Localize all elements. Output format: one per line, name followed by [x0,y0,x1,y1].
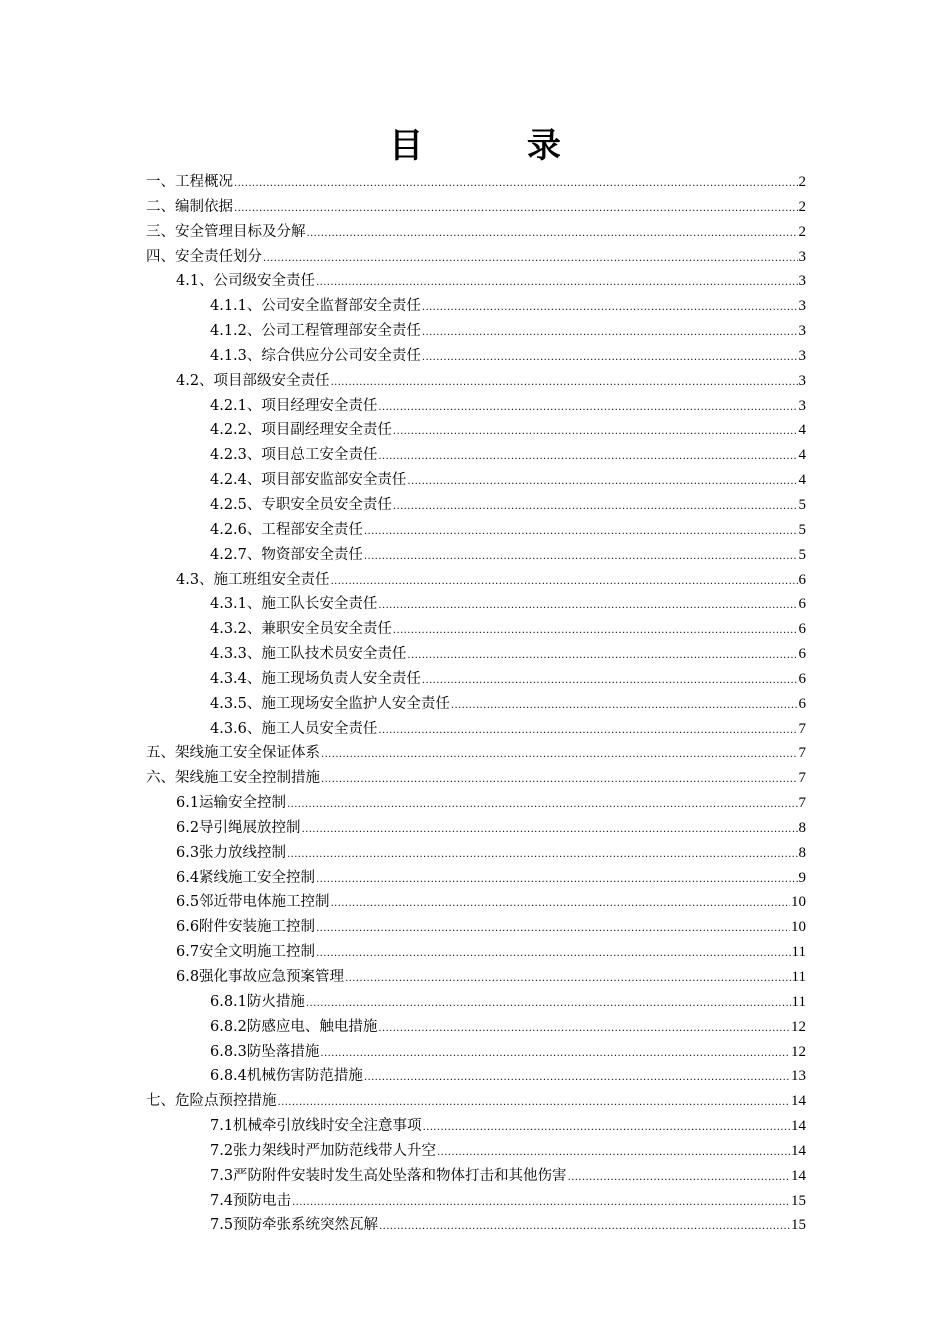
toc-entry-title: 7.4预防电击 [210,1192,292,1209]
toc-entry-title: 四、安全责任划分 [146,248,262,265]
dot-leader [316,917,790,942]
toc-entry[interactable] [146,518,806,543]
toc-entry-page-number: 5 [798,496,806,513]
toc-entry[interactable] [146,568,806,593]
toc-entry-title: 4.2.1、项目经理安全责任 [210,397,378,414]
toc-entry-title: 6.2导引绳展放控制 [176,819,301,836]
toc-entry[interactable] [146,319,806,344]
dot-leader [378,1017,790,1042]
toc-entry-page-number: 11 [791,969,806,985]
toc-entry-page-number: 3 [798,248,806,265]
toc-entry-page-number: 3 [798,323,806,340]
toc-entry-title: 4.2.4、项目部安监部安全责任 [210,472,407,489]
toc-entry-title: 6.6附件安装施工控制 [176,919,316,936]
dot-leader [451,694,798,719]
toc-entry-page-number: 2 [798,198,806,215]
toc-entry-title: 6.1运输安全控制 [176,795,287,812]
toc-entry[interactable] [146,294,806,319]
dot-leader [320,1042,790,1067]
table-of-contents [146,170,806,1238]
dot-leader [331,570,798,595]
dot-leader [422,296,798,321]
dot-leader [378,396,797,421]
toc-entry-title: 4.3.5、施工现场安全监护人安全责任 [210,695,450,712]
toc-entry-page-number: 6 [798,670,806,687]
toc-entry-page-number: 11 [791,993,806,1010]
toc-entry-page-number: 4 [798,472,806,489]
toc-entry[interactable] [146,890,806,915]
dot-leader [316,271,797,296]
toc-entry-page-number: 4 [798,447,806,464]
dot-leader [378,445,797,470]
toc-entry-page-number: 12 [791,1018,806,1035]
dot-leader [378,594,797,619]
toc-entry-page-number: 7 [798,795,806,812]
toc-entry-title: 7.5预防牵张系统突然瓦解 [210,1217,379,1234]
toc-entry-page-number: 3 [798,347,806,364]
toc-entry-page-number: 6 [798,646,806,663]
toc-entry[interactable] [146,915,806,940]
toc-entry-title: 一、工程概况 [146,174,233,190]
toc-entry-page-number: 14 [791,1142,806,1159]
dot-leader [422,346,798,371]
toc-entry-page-number: 12 [791,1043,806,1060]
toc-entry-title: 6.3张力放线控制 [176,844,287,861]
toc-entry-title: 4.2.7、物资部安全责任 [210,546,363,563]
dot-leader [568,1166,790,1191]
toc-entry-page-number: 6 [798,695,806,712]
dot-leader [422,669,798,694]
toc-entry[interactable] [146,717,806,742]
dot-leader [407,644,797,669]
toc-entry-page-number: 3 [798,273,806,290]
toc-entry-page-number: 6 [798,571,806,588]
toc-entry-title: 4.2、项目部级安全责任 [176,372,330,389]
toc-entry[interactable] [146,791,806,816]
page-title: 目 录 [389,126,607,166]
dot-leader [287,793,797,818]
dot-leader [263,247,798,272]
toc-entry-page-number: 6 [798,596,806,613]
toc-entry-title: 6.8.3防坠落措施 [210,1043,320,1060]
toc-entry-title: 4.2.5、专职安全员安全责任 [210,496,392,513]
toc-entry-title: 6.8强化事故应急预案管理 [176,969,345,985]
toc-entry-title: 二、编制依据 [146,198,233,215]
toc-entry[interactable] [146,369,806,394]
toc-entry-page-number: 7 [798,770,806,787]
toc-entry[interactable] [146,493,806,518]
toc-entry[interactable] [146,1064,806,1089]
dot-leader [331,371,798,396]
dot-leader [423,1116,790,1141]
toc-entry[interactable] [146,269,806,294]
toc-entry[interactable] [146,1213,806,1238]
toc-entry-page-number: 13 [791,1068,806,1085]
toc-entry-title: 6.8.4机械伤害防范措施 [210,1068,363,1085]
dot-leader [393,619,798,644]
toc-entry-page-number: 15 [791,1217,806,1234]
dot-leader [379,1215,790,1240]
toc-entry-title: 6.8.2防感应电、触电措施 [210,1018,378,1035]
toc-entry[interactable] [146,866,806,891]
dot-leader [393,495,798,520]
toc-entry[interactable] [146,990,806,1015]
toc-entry-page-number: 11 [791,944,806,961]
toc-entry[interactable] [146,667,806,692]
toc-entry-page-number: 6 [798,621,806,638]
toc-entry[interactable] [146,170,806,195]
toc-entry-title: 4.2.6、工程部安全责任 [210,521,363,538]
toc-entry-page-number: 14 [791,1118,806,1135]
toc-entry[interactable] [146,1040,806,1065]
toc-entry[interactable] [146,642,806,667]
toc-entry-page-number: 7 [798,745,806,762]
toc-entry[interactable] [146,965,806,990]
toc-entry[interactable] [146,1114,806,1139]
toc-entry-page-number: 7 [798,720,806,737]
toc-entry[interactable] [146,766,806,791]
toc-entry-title: 4.3.4、施工现场负责人安全责任 [210,670,421,687]
dot-leader [306,992,791,1017]
toc-entry-title: 7.2张力架线时严加防范线带人升空 [210,1142,437,1159]
toc-entry-page-number: 5 [798,546,806,563]
toc-entry-title: 4.2.3、项目总工安全责任 [210,447,378,464]
toc-entry-title: 七、危险点预控措施 [146,1093,277,1110]
toc-entry[interactable] [146,394,806,419]
toc-entry-page-number: 14 [791,1167,806,1184]
dot-leader [321,768,798,793]
dot-leader [364,545,798,570]
toc-entry-page-number: 9 [798,869,806,886]
toc-entry-page-number: 8 [798,844,806,861]
toc-entry-title: 4.3.1、施工队长安全责任 [210,596,378,613]
toc-entry-title: 6.7安全文明施工控制 [176,944,316,961]
toc-entry[interactable] [146,443,806,468]
toc-entry[interactable] [146,617,806,642]
toc-entry[interactable] [146,1089,806,1114]
dot-leader [292,1191,790,1216]
toc-entry-title: 7.1机械牵引放线时安全注意事项 [210,1118,422,1135]
toc-entry-title: 4.1.3、综合供应分公司安全责任 [210,347,421,364]
dot-leader [378,719,797,744]
toc-entry-title: 4.3.3、施工队技术员安全责任 [210,646,407,663]
dot-leader [407,470,797,495]
toc-entry[interactable] [146,468,806,493]
toc-entry-page-number: 10 [791,919,806,936]
dot-leader [364,1066,790,1091]
toc-entry[interactable] [146,245,806,270]
dot-leader [331,892,790,917]
toc-entry-title: 6.8.1防火措施 [210,993,305,1010]
toc-entry[interactable] [146,692,806,717]
dot-leader [234,172,798,197]
toc-entry[interactable] [146,344,806,369]
toc-entry-page-number: 8 [798,819,806,836]
dot-leader [437,1141,790,1166]
toc-entry[interactable] [146,1015,806,1040]
toc-entry[interactable] [146,741,806,766]
toc-entry-title: 4.3.6、施工人员安全责任 [210,720,378,737]
toc-entry-title: 4.3、施工班组安全责任 [176,571,330,588]
toc-entry-page-number: 3 [798,298,806,315]
toc-entry-page-number: 14 [791,1093,806,1110]
toc-entry-title: 6.4紧线施工安全控制 [176,869,316,886]
toc-entry-title: 4.1.2、公司工程管理部安全责任 [210,323,421,340]
toc-entry-page-number: 15 [791,1192,806,1209]
dot-leader [321,743,798,768]
toc-entry[interactable] [146,816,806,841]
dot-leader [316,942,790,967]
toc-entry-page-number: 2 [798,174,806,190]
toc-entry-title: 三、安全管理目标及分解 [146,223,306,240]
toc-entry-title: 4.1、公司级安全责任 [176,273,316,290]
toc-entry[interactable] [146,195,806,220]
dot-leader [234,197,798,222]
toc-entry-title: 六、架线施工安全控制措施 [146,770,320,787]
toc-entry-title: 五、架线施工安全保证体系 [146,745,320,762]
toc-entry[interactable] [146,1189,806,1214]
toc-entry-page-number: 3 [798,397,806,414]
dot-leader [278,1091,791,1116]
toc-entry-page-number: 3 [798,372,806,389]
toc-entry-title: 7.3严防附件安装时发生高处坠落和物体打击和其他伤害 [210,1167,567,1184]
dot-leader [345,967,790,992]
toc-entry[interactable] [146,841,806,866]
toc-entry[interactable] [146,543,806,568]
dot-leader [364,520,798,545]
toc-entry-title: 4.1.1、公司安全监督部安全责任 [210,298,421,315]
toc-entry-title: 4.3.2、兼职安全员安全责任 [210,621,392,638]
toc-entry[interactable] [146,592,806,617]
dot-leader [422,321,798,346]
dot-leader [393,420,798,445]
toc-entry-page-number: 5 [798,521,806,538]
dot-leader [307,222,798,247]
toc-entry[interactable] [146,418,806,443]
toc-entry-page-number: 2 [798,223,806,240]
toc-entry[interactable] [146,940,806,965]
toc-entry[interactable] [146,1164,806,1189]
toc-entry[interactable] [146,220,806,245]
dot-leader [302,818,798,843]
toc-entry-page-number: 10 [791,894,806,911]
toc-entry[interactable] [146,1139,806,1164]
dot-leader [287,843,797,868]
toc-entry-title: 4.2.2、项目副经理安全责任 [210,422,392,439]
toc-entry-page-number: 4 [798,422,806,439]
dot-leader [316,868,797,893]
toc-entry-title: 6.5邻近带电体施工控制 [176,894,330,911]
